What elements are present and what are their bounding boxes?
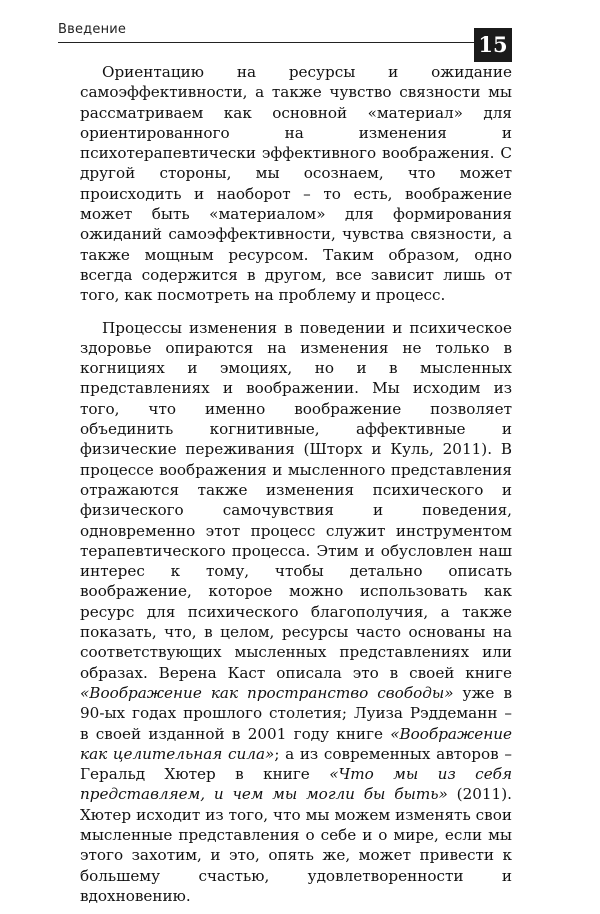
book-title-italic: «Воображение как пространство свободы»	[80, 683, 454, 702]
page-number-badge: 15	[474, 28, 512, 62]
body-text	[80, 62, 512, 914]
text-run: Ориентацию на ресурсы и ожидание самоэффективности, а также чувство связности мы рассматриваем как основной «материал» для ориентированного на изменения и психотерапевтически эффективного воображения. С другой стороны, мы осознаем, что может происходить и наоборот – то есть, воображение может быть «материалом» для формирования ожиданий самоэффективности, чувства связности, а также мощным ресурсом. Таким образом, одно всегда содержится в другом, все зависит лишь от того, как посмотреть на проблему и процесс.	[80, 63, 512, 305]
book-title-italic: «Воображение как целительная сила»	[80, 724, 512, 763]
text-run: ; а из современных авторов – Геральд Хютер в книге	[80, 744, 512, 784]
text-run: Процессы изменения в поведении и психическое здоровье опираются на изменения не только в когнициях и эмоциях, но и в мысленных представлениях и воображении. Мы исходим из того, что именно воображение позволяет объединить когнитивные, аффективные и физические переживания (Шторх и Куль, 2011). В процессе воображения и мысленного представления отражаются также изменения психического и физического самочувствия и поведения, одновременно этот процесс служит инструментом терапевтического процесса. Этим и обусловлен наш интерес к тому, чтобы детально описать воображение, которое можно использовать как ресурс для психического благополучия, а также показать, что, в целом, ресурсы часто основаны на соответствующих мысленных представлениях или образах. Верена Каст описала это в своей книге	[80, 318, 512, 682]
paragraph	[80, 318, 512, 907]
text-run: (2011). Хютер исходит из того, что мы можем изменять свои мысленные представления о себе и о мире, если мы этого захотим, и это, опять же, может привести к большему счастью, удовлетворенности и вдохновению.	[80, 785, 512, 905]
paragraph	[80, 62, 512, 306]
text-run: уже в 90-ых годах прошлого столетия; Луиза Рэддеманн – в своей изданной в 2001 году книге	[80, 683, 512, 743]
running-head-section-title: Введение	[58, 22, 127, 37]
book-title-italic: «Что мы из себя представляем, и чем мы могли бы быть»	[80, 765, 513, 804]
header-rule	[58, 42, 482, 43]
